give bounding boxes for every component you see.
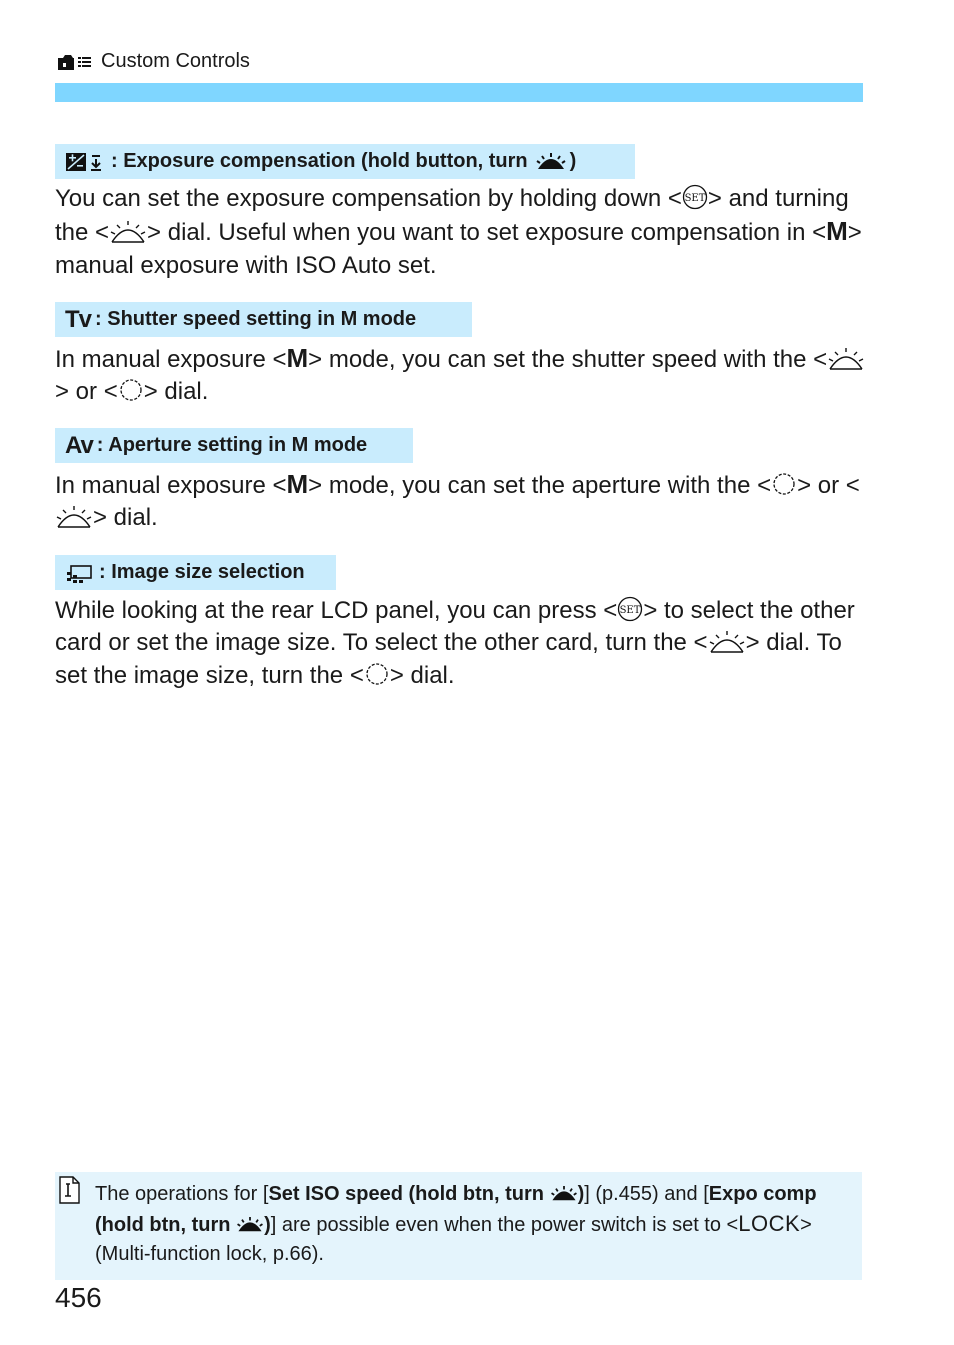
set-button-icon — [682, 184, 708, 210]
note-text-part: ] are possible even when the power switch is set to < — [270, 1214, 739, 1236]
manual-mode-icon: M — [286, 469, 309, 499]
manual-mode-icon: M — [286, 343, 309, 373]
memo-icon — [57, 1174, 83, 1206]
note-bold-text: Set ISO speed (hold btn, turn — [268, 1183, 550, 1205]
section-body-exposure-compensation — [55, 183, 875, 282]
body-text: In manual exposure < — [55, 346, 287, 373]
main-dial-icon — [550, 1186, 578, 1202]
section-heading-shutter-speed — [55, 302, 472, 337]
section-heading-tail: ) — [569, 150, 577, 172]
section-heading-text: : Aperture setting in M mode — [96, 434, 368, 456]
body-text: > to select the other card or set the image size. To select the other card, turn the < — [55, 597, 855, 657]
section-body-aperture — [55, 468, 875, 535]
tv-mode-icon: Tv — [65, 305, 92, 333]
set-button-icon — [617, 596, 643, 622]
svg-text:SET: SET — [684, 193, 706, 204]
note-box — [55, 1172, 862, 1280]
main-dial-icon — [55, 505, 93, 529]
svg-text:SET: SET — [619, 605, 641, 616]
body-text: > dial. Useful when you want to set exposure compensation in < — [147, 219, 827, 247]
av-mode-icon: Av — [65, 431, 93, 459]
quick-control-dial-icon — [771, 471, 797, 497]
page-number: 456 — [55, 1282, 102, 1313]
main-dial-icon — [827, 347, 865, 371]
note-bold-text: ) — [577, 1183, 585, 1205]
body-text: You can set the exposure compensation by holding down < — [55, 185, 682, 212]
body-text: > dial. — [389, 661, 455, 689]
body-text: > dial. — [143, 378, 209, 406]
exposure-compensation-icon — [65, 151, 107, 173]
section-body-shutter-speed — [55, 342, 875, 409]
note-bold-text: Expo comp (hold btn, turn — [95, 1183, 817, 1236]
camera-settings-icon — [57, 52, 93, 72]
note-text-part: The operations for [ — [95, 1183, 269, 1205]
section-heading-text: : Exposure compensation (hold button, turn — [111, 150, 528, 172]
section-heading-aperture — [55, 428, 413, 463]
body-text: > mode, you can set the aperture with the < — [308, 472, 772, 499]
note-text-part: ] (p.455) and [ — [584, 1183, 709, 1205]
quick-control-dial-icon — [118, 377, 144, 403]
manual-mode-icon: M — [826, 216, 848, 247]
page-header — [57, 50, 250, 73]
section-heading-exposure-compensation — [55, 144, 635, 179]
section-heading-text: : Shutter speed setting in M mode — [95, 308, 417, 330]
body-text: > or < — [797, 472, 860, 499]
body-text: > and turning the < — [55, 185, 849, 247]
body-text: While looking at the rear LCD panel, you can press < — [55, 597, 618, 624]
body-text: > dial. — [93, 504, 158, 532]
lock-icon: LOCK — [738, 1211, 801, 1236]
note-text-part: > (Multi-function lock, p.66). — [95, 1214, 812, 1265]
body-text: > manual exposure with ISO Auto set. — [55, 219, 862, 279]
quick-control-dial-icon — [364, 661, 390, 687]
section-heading-image-size — [55, 555, 336, 590]
body-text: > dial. To set the image size, turn the < — [55, 629, 842, 689]
note-bold-text: ) — [264, 1214, 271, 1236]
section-body-image-size — [55, 595, 875, 692]
image-size-icon — [65, 562, 95, 584]
main-dial-icon — [536, 153, 566, 171]
note-text — [95, 1180, 847, 1269]
main-dial-icon — [708, 630, 746, 654]
body-text: > mode, you can set the shutter speed with the < — [308, 346, 828, 373]
main-dial-icon — [236, 1217, 264, 1233]
main-dial-icon — [109, 220, 147, 244]
header-title: Custom Controls — [101, 50, 250, 72]
body-text: In manual exposure < — [55, 472, 287, 499]
section-heading-text: : Image size selection — [99, 561, 305, 583]
header-bar — [55, 83, 863, 102]
body-text: > or < — [55, 378, 118, 406]
